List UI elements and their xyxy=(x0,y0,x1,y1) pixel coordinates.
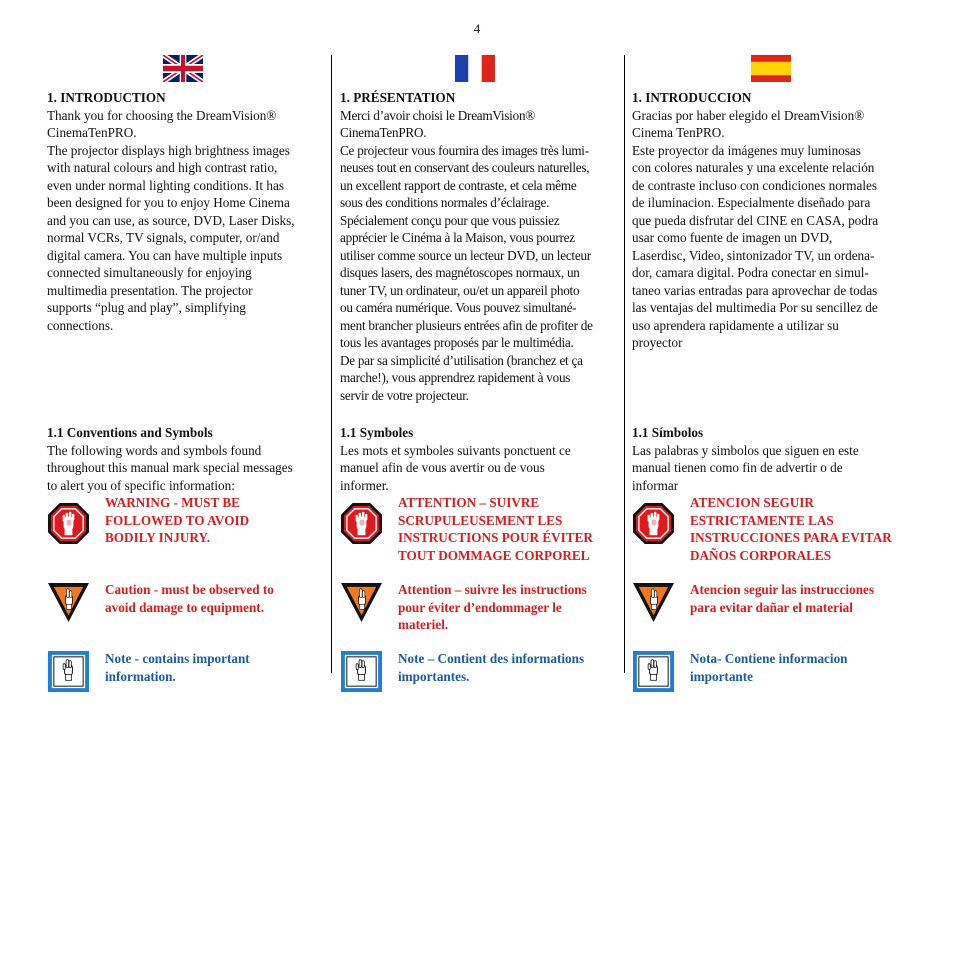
warning-text: ATENCION SEGUIR ESTRICTAMENTE LAS INSTRUCCIONES PARA EVITAR DAÑOS CORPORALES xyxy=(690,495,892,563)
france-flag-icon xyxy=(455,55,495,82)
page-number: 4 xyxy=(473,21,481,36)
note-hand-icon xyxy=(47,650,90,693)
column-divider-right xyxy=(624,55,625,673)
caution-row xyxy=(632,581,912,650)
conventions-text: Les mots et symboles suivants ponctuent ce manuel afin de vous avertir ou de vous informer. xyxy=(340,442,571,493)
heading-conventions: 1.1 Conventions and Symbols xyxy=(47,425,213,440)
heading-presentation: 1. PRÉSENTATION xyxy=(340,90,456,105)
column-french xyxy=(340,55,618,684)
warning-row xyxy=(340,494,618,581)
conventions-text: The following words and symbols found throughout this manual mark special messages to alert you of specific information: xyxy=(47,442,293,493)
note-text: Note – Contient des informations importantes. xyxy=(398,651,585,684)
caution-row xyxy=(340,581,618,650)
caution-text: Caution - must be observed to avoid damage to equipment. xyxy=(105,582,274,615)
note-text: Note - contains important information. xyxy=(105,651,250,684)
warning-row xyxy=(632,494,912,581)
caution-hand-icon xyxy=(47,581,90,624)
uk-flag-icon xyxy=(163,55,203,82)
warning-stop-hand-icon xyxy=(47,502,90,545)
intro-text: Gracias por haber elegido el DreamVision® Cinema TenPRO. Este proyector da imágenes muy luminosas con colores naturales y una excelente relación de contraste incluso con condiciones normales de iluminacion. Especialmente diseñado para que pueda disfrutar del CINE en CASA, podra usar como fuente de imagen un DVD, Laserdisc, Video, sintonizador TV, un ordena- dor, camara digital. Podra conectar en simul- taneo varias entradas para aprovechar de todas las ventajas del multimedia Por su sencillez de uso aprendera rapidamente a utilizar su proyector xyxy=(632,107,879,350)
column-spanish xyxy=(632,55,912,684)
intro-text: Thank you for choosing the DreamVision® CinemaTenPRO. The projector displays high brightness images with natural colours and high contrast ratio, even under normal lighting conditions. It has been designed for you to enjoy Home Cinema and you can use, as source, DVD, Laser Disks, normal VCRs, TV signals, computer, or/and digital camera. You can have multiple inputs connected simultaneously for enjoying multimedia presentation. The projector supports “plug and play”, simplifying connections. xyxy=(47,107,295,333)
intro-text: Merci d’avoir choisi le DreamVision® CinemaTenPRO. Ce projecteur vous fournira des images très lumi- neuses tout en conservant des couleurs naturelles, un excellent rapport de contraste, et cela même sous des conditions normales d’éclairage. Spécialement conçu pour que vous puissiez apprécier le Cinéma à la Maison, vous pourrez utiliser comme source un lecteur DVD, un lecteur disques lasers, des magnétoscopes normaux, un tuner TV, un ordinateur, ou/et un appareil photo ou caméra numérique. Vous pouvez simultané- ment brancher plusieurs entrées afin de profiter de tous les avantages proposés par le multimédia. De par sa simplicité d’utilisation (branchez et ça marche!), vous apprendrez rapidement à vous servir de votre projecteur. xyxy=(340,107,593,403)
warning-text: ATTENTION – SUIVRE SCRUPULEUSEMENT LES INSTRUCTIONS POUR ÉVITER TOUT DOMMAGE CORPOREL xyxy=(398,495,593,563)
caution-hand-icon xyxy=(340,581,383,624)
caution-row xyxy=(47,581,322,650)
warning-stop-hand-icon xyxy=(632,502,675,545)
note-text: Nota- Contiene informacion importante xyxy=(690,651,848,684)
note-row xyxy=(47,650,322,695)
warning-row xyxy=(47,494,322,581)
heading-symboles: 1.1 Symboles xyxy=(340,425,414,440)
warning-stop-hand-icon xyxy=(340,502,383,545)
column-english xyxy=(47,55,322,684)
caution-text: Atencion seguir las instrucciones para evitar dañar el material xyxy=(690,582,875,615)
warning-text: WARNING - MUST BE FOLLOWED TO AVOID BODILY INJURY. xyxy=(105,495,250,545)
note-hand-icon xyxy=(340,650,383,693)
spain-flag-icon xyxy=(751,55,791,82)
note-row xyxy=(340,650,618,695)
note-hand-icon xyxy=(632,650,675,693)
heading-simbolos: 1.1 Símbolos xyxy=(632,425,704,440)
heading-introduccion: 1. INTRODUCCION xyxy=(632,90,752,105)
column-divider-left xyxy=(331,55,332,673)
caution-hand-icon xyxy=(632,581,675,624)
conventions-text: Las palabras y simbolos que siguen en este manual tienen como fin de advertir o de informar xyxy=(632,442,859,493)
note-row xyxy=(632,650,912,695)
heading-introduction: 1. INTRODUCTION xyxy=(47,90,166,105)
caution-text: Attention – suivre les instructions pour éviter d’endommager le materiel. xyxy=(398,582,587,632)
